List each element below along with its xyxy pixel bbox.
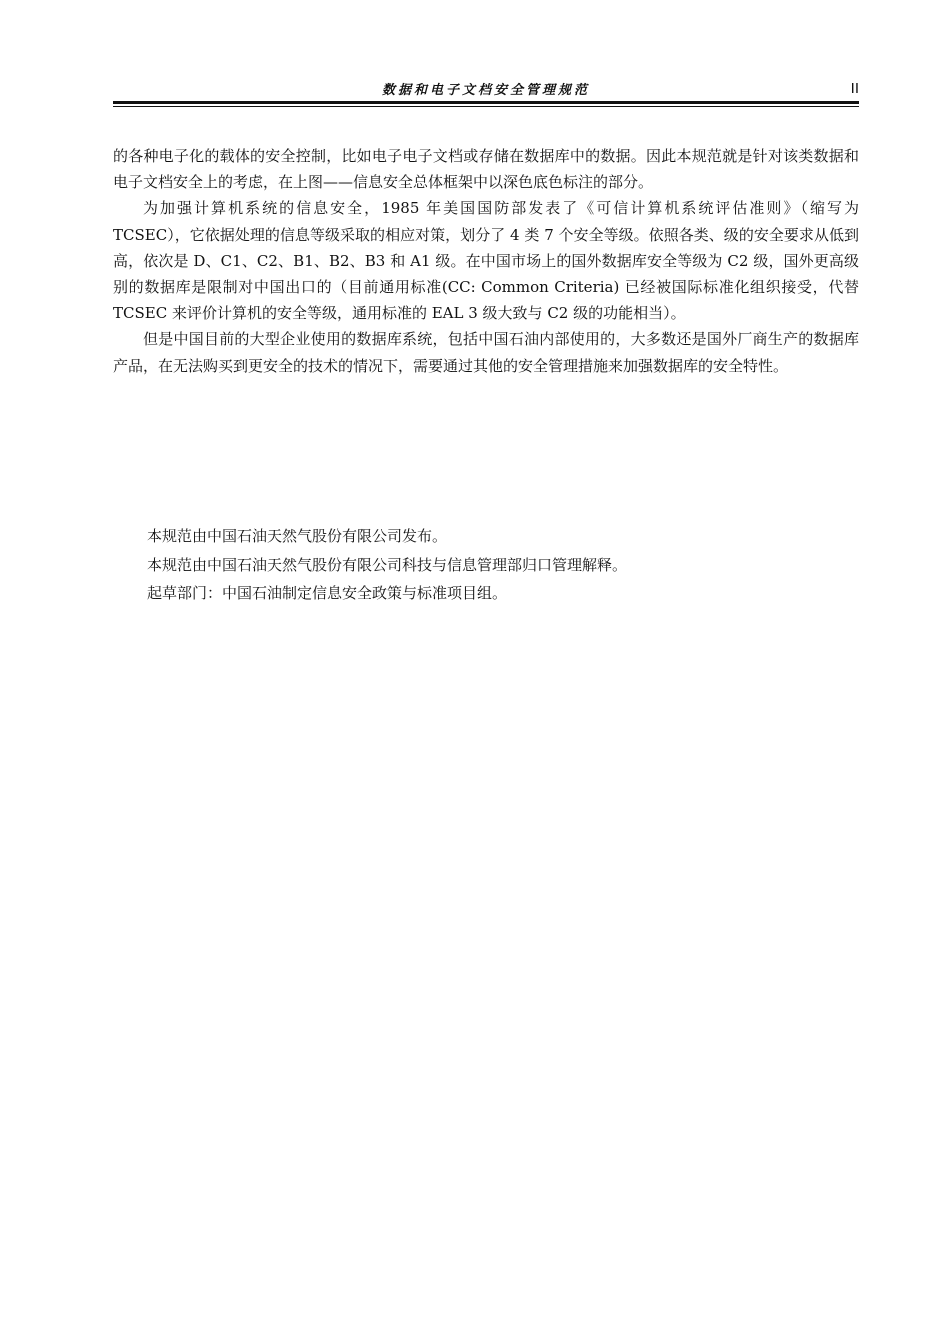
page-header — [113, 80, 859, 102]
header-divider-thin — [113, 106, 859, 107]
document-title: 数据和电子文档安全管理规范 — [381, 83, 590, 98]
paragraph-continuation: 的各种电子化的载体的安全控制，比如电子电子文档或存储在数据库中的数据。因此本规范就是针对该类数据和电子文档安全上的考虑，在上图——信息安全总体框架中以深色底色标注的部分。 — [113, 147, 859, 192]
body-text — [113, 143, 859, 379]
page-number: II — [850, 80, 859, 97]
paragraph-database-security: 但是中国目前的大型企业使用的数据库系统，包括中国石油内部使用的，大多数还是国外厂商生产的数据库产品，在无法购买到更安全的技术的情况下，需要通过其他的安全管理措施来加强数据库的安全特性。 — [113, 330, 859, 375]
publication-notes — [147, 522, 859, 608]
note-publisher: 本规范由中国石油天然气股份有限公司发布。 — [147, 527, 448, 545]
header-divider-thick — [113, 101, 859, 104]
note-interpretation: 本规范由中国石油天然气股份有限公司科技与信息管理部归口管理解释。 — [147, 555, 628, 574]
paragraph-tcsec: 为加强计算机系统的信息安全，1985 年美国国防部发表了《可信计算机系统评估准则》（缩写为 TCSEC），它依据处理的信息等级采取的相应对策，划分了 4 类 7 个安全等级。依照各类、级的安全要求从低到高，依次是 D、C1、C2、B1、B2、B3 和 A1 级。在中国市场上的国外数据库安全等级为 C2 级，国外更高级别的数据库是限制对中国出口的（目前通用标准(CC: Common Criteria) 已经被国际标准化组织接受，代替 TCSEC 来评价计算机的安全等级，通用标准的 EAL 3 级大致与 C2 级的功能相当）。 — [113, 199, 859, 323]
note-drafting-department: 起草部门：中国石油制定信息安全政策与标准项目组。 — [147, 584, 508, 602]
